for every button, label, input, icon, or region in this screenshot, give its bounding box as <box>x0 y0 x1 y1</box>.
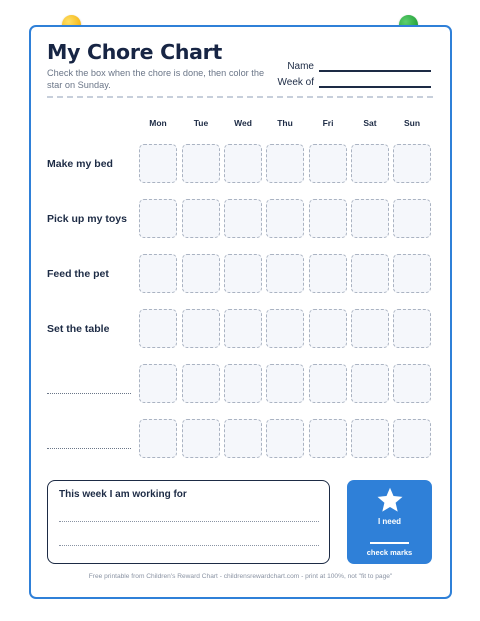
checkbox-cell[interactable] <box>351 144 389 183</box>
checkbox-cell[interactable] <box>266 419 304 458</box>
checkbox-cell[interactable] <box>182 309 220 348</box>
checkbox-cell[interactable] <box>139 419 177 458</box>
checkbox-cell[interactable] <box>182 144 220 183</box>
checkbox-cell[interactable] <box>139 144 177 183</box>
checkbox-cell[interactable] <box>139 199 177 238</box>
checkbox-cell[interactable] <box>351 419 389 458</box>
blank-chore-line[interactable] <box>47 448 131 449</box>
checkbox-cell[interactable] <box>309 144 347 183</box>
need-label: I need <box>377 517 402 526</box>
star-icon <box>376 486 404 514</box>
blank-chore-line[interactable] <box>47 393 131 394</box>
checkbox-cell[interactable] <box>309 254 347 293</box>
day-header: Thu <box>277 118 293 128</box>
checkbox-cell[interactable] <box>224 254 262 293</box>
day-header: Mon <box>149 118 167 128</box>
checkbox-cell[interactable] <box>266 309 304 348</box>
checkbox-cell[interactable] <box>182 364 220 403</box>
name-field[interactable] <box>319 70 431 72</box>
day-header: Fri <box>322 118 334 128</box>
checkbox-cell[interactable] <box>393 199 431 238</box>
checkbox-cell[interactable] <box>393 309 431 348</box>
checkbox-cell[interactable] <box>351 199 389 238</box>
checkbox-cell[interactable] <box>309 419 347 458</box>
footer-note: Free printable from Children's Reward Chart - childrensrewardchart.com - print at 100%, not "fit to page" <box>88 573 393 580</box>
checkbox-cell[interactable] <box>266 364 304 403</box>
page-title: My Chore Chart <box>47 40 222 64</box>
checkbox-cell[interactable] <box>266 199 304 238</box>
checkbox-cell[interactable] <box>393 144 431 183</box>
name-label: Name <box>287 61 314 72</box>
reward-goal-title: This week I am working for <box>59 489 187 500</box>
page-subtitle: Check the box when the chore is done, then color the star on Sunday. <box>47 68 265 90</box>
checkbox-cell[interactable] <box>224 144 262 183</box>
checkbox-cell[interactable] <box>351 309 389 348</box>
reward-goal-box <box>47 480 330 564</box>
checkbox-cell[interactable] <box>182 199 220 238</box>
checkbox-cell[interactable] <box>309 199 347 238</box>
checkbox-cell[interactable] <box>139 364 177 403</box>
checkbox-cell[interactable] <box>224 364 262 403</box>
chore-label: Pick up my toys <box>47 213 127 225</box>
checkbox-cell[interactable] <box>224 199 262 238</box>
need-count-line[interactable] <box>370 542 409 544</box>
day-header: Sat <box>363 118 377 128</box>
checkbox-cell[interactable] <box>266 144 304 183</box>
checkmark-goal-box <box>347 480 432 564</box>
reward-goal-line[interactable] <box>59 521 319 522</box>
checkbox-cell[interactable] <box>224 309 262 348</box>
checkbox-cell[interactable] <box>351 254 389 293</box>
checkbox-cell[interactable] <box>309 364 347 403</box>
day-header: Tue <box>193 118 209 128</box>
reward-goal-line[interactable] <box>59 545 319 546</box>
checkbox-cell[interactable] <box>309 309 347 348</box>
checkbox-cell[interactable] <box>182 254 220 293</box>
checkbox-cell[interactable] <box>182 419 220 458</box>
checkbox-cell[interactable] <box>351 364 389 403</box>
checkbox-cell[interactable] <box>393 419 431 458</box>
chore-label: Make my bed <box>47 158 113 170</box>
day-header: Wed <box>234 118 252 128</box>
need-sub-label: check marks <box>366 548 413 557</box>
checkbox-cell[interactable] <box>393 364 431 403</box>
checkbox-cell[interactable] <box>139 309 177 348</box>
week-label: Week of <box>277 77 314 88</box>
checkbox-cell[interactable] <box>393 254 431 293</box>
checkbox-cell[interactable] <box>139 254 177 293</box>
chore-label: Set the table <box>47 323 110 335</box>
day-header: Sun <box>403 118 421 128</box>
header-divider <box>47 96 433 98</box>
week-field[interactable] <box>319 86 431 88</box>
chore-label: Feed the pet <box>47 268 109 280</box>
checkbox-cell[interactable] <box>266 254 304 293</box>
checkbox-cell[interactable] <box>224 419 262 458</box>
